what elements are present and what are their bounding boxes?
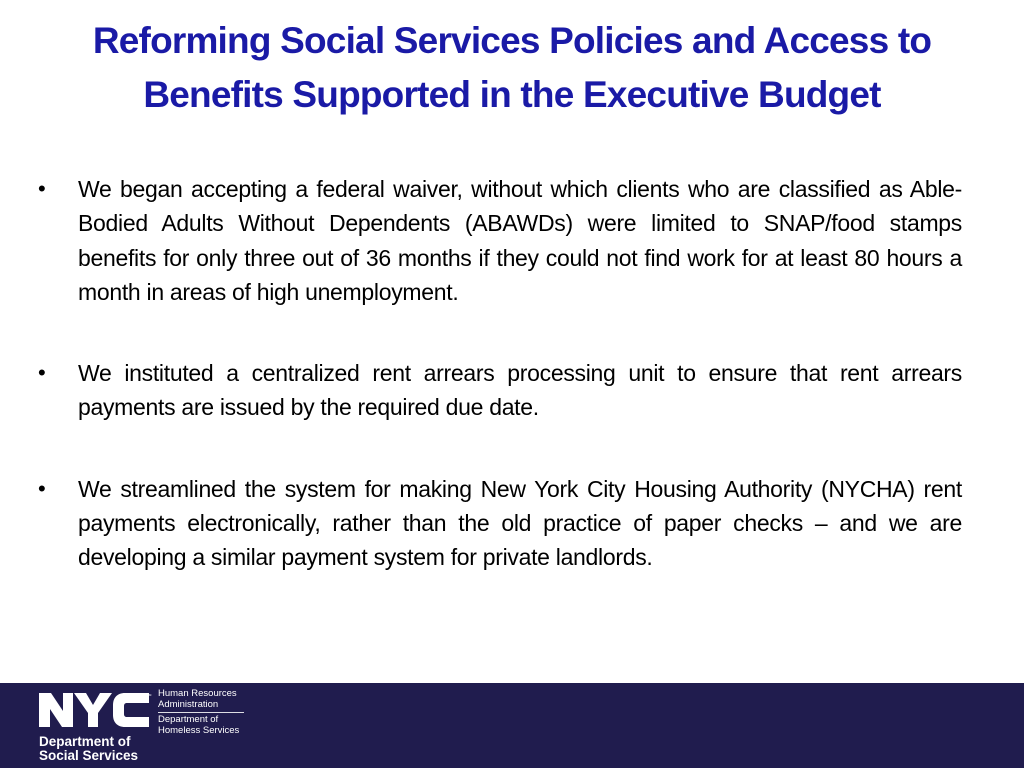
bullet-item-rent-arrears — [38, 356, 962, 425]
bullet-item-abawd-waiver — [38, 172, 962, 309]
dss-name — [39, 735, 138, 763]
bullet-marker-icon: • — [38, 360, 46, 386]
slide-title — [20, 14, 1004, 122]
dss-name-line-1: Department of — [39, 734, 131, 749]
bullet-text: We instituted a centralized rent arrears processing unit to ensure that rent arrears payments are issued by the required due date. — [78, 360, 962, 421]
bullet-marker-icon: • — [38, 475, 46, 501]
slide-title-line-1: Reforming Social Services Policies and Access to — [92, 20, 932, 61]
bullet-item-nycha-payments — [38, 472, 962, 575]
bullet-text: We streamlined the system for making New York City Housing Authority (NYCHA) rent payments electronically, rather than the old practice of paper checks – and we are developing a similar payment system for private landlords. — [78, 475, 962, 571]
svg-text:TM: TM — [147, 693, 152, 697]
bullet-marker-icon: • — [38, 176, 46, 201]
dss-logo — [39, 689, 254, 764]
agency-dhs-line-1: Department of — [158, 714, 219, 725]
bullet-list — [38, 172, 962, 575]
agency-hra-line-2: Administration — [158, 698, 219, 710]
agency-hra-line-1: Human Resources — [158, 688, 237, 699]
agency-dhs-line-2: Homeless Services — [158, 724, 240, 736]
bullet-text: We began accepting a federal waiver, without which clients who are classified as Able-Bodied Adults Without Dependents (ABAWDs) were limited to SNAP/food stamps benefits for only three out of 36 months if they could not find work for at least 80 hours a month in areas of high unemployment. — [78, 176, 962, 305]
agency-divider — [158, 712, 244, 713]
agency-names — [158, 689, 254, 736]
nyc-logo-icon — [39, 691, 152, 729]
dss-name-line-2: Social Services — [39, 748, 139, 763]
slide-title-line-2: Benefits Supported in the Executive Budget — [143, 74, 881, 115]
